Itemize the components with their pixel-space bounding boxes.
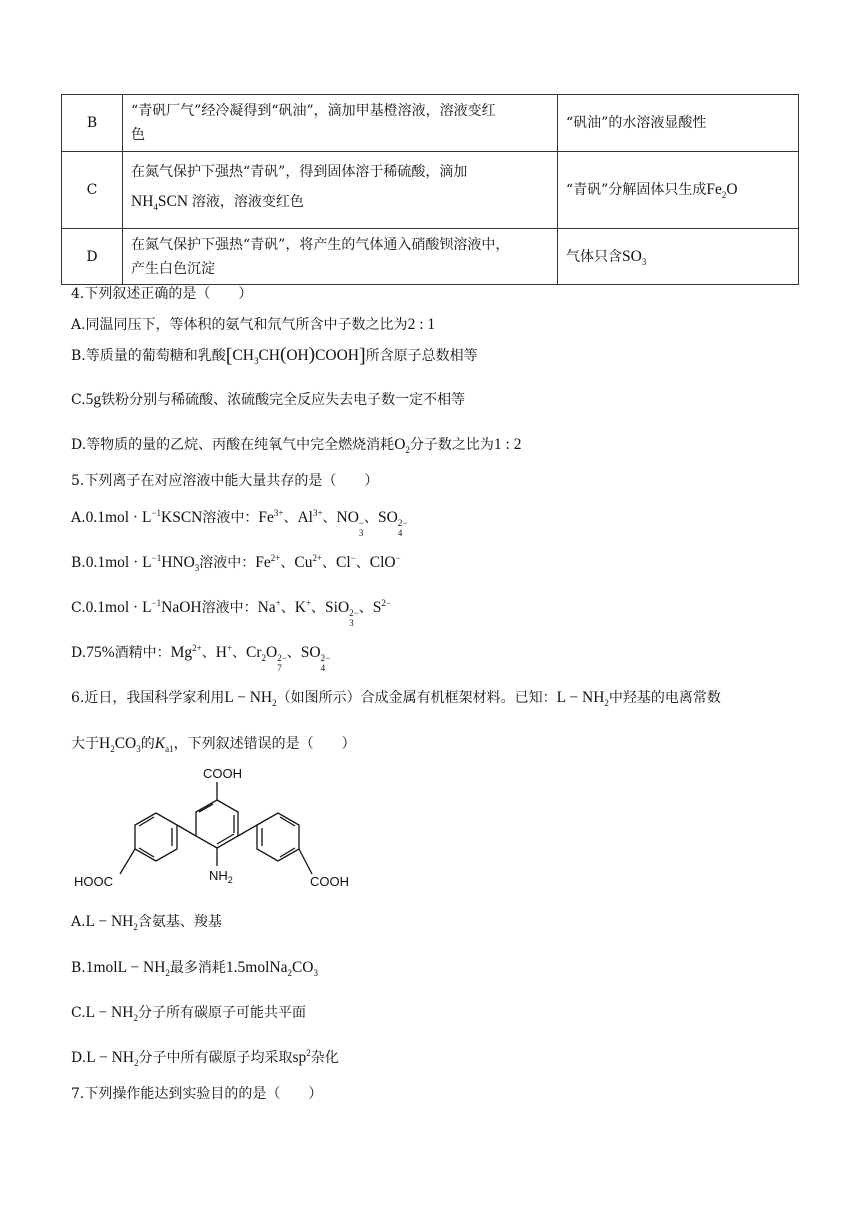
formula: $sp^2$ [292, 1047, 311, 1066]
option-text: 分子所有碳原子可能共平面 [137, 1005, 306, 1021]
question-5-option-c: $C.0.1mol \cdot L^{-1}NaOH$溶液中：Na+、K+、SiO 2− 3 、$S^{2-}$ [71, 597, 391, 628]
ion-list: $Fe^{3+}$ [258, 507, 284, 526]
formula: O [726, 181, 738, 198]
option-text: 酒精中： [114, 645, 171, 661]
option-text: 所含原子总数相等 [365, 348, 478, 364]
question-4-option-d [71, 434, 521, 454]
option-prefix: C. [71, 392, 86, 408]
stem-text: 大于 [71, 736, 99, 752]
option-text: 分子中所有碳原子均采取 [138, 1050, 293, 1066]
formula: SCN [157, 193, 189, 210]
option-text: 溶液中： [199, 555, 256, 571]
experiment-table [61, 94, 799, 285]
left-benzene-ring [135, 813, 177, 861]
stem-text: 6.近日，我国科学家利用 [71, 690, 225, 706]
formula: NH [131, 193, 154, 210]
subscript: 4 [153, 202, 158, 213]
option-text: 溶液中： [201, 600, 258, 616]
subscript: 2 [721, 190, 727, 201]
question-6-option-d [71, 1047, 339, 1067]
hooc-label-left: HOOC [74, 874, 113, 889]
option-text: 含氨基、羧基 [137, 914, 222, 930]
nh2-label: $NH_2$ [209, 868, 233, 885]
question-6-stem-line1 [71, 687, 721, 707]
formula: 5g [85, 391, 102, 408]
question-6-option-a [71, 911, 222, 931]
stem-text: 的 [140, 736, 155, 752]
operation-cell [123, 152, 558, 229]
formula: 2 : 1 [407, 316, 436, 333]
formula: $L - NH_2$ [85, 1004, 138, 1024]
formula: $K_{a1}$ [154, 735, 174, 755]
option-prefix: A. [71, 914, 86, 930]
operation-text: 溶液，溶液变红色 [191, 194, 304, 210]
option-text: D.等物质的量的乙烷、丙酸在纯氧气中完全燃烧消耗 [71, 437, 395, 453]
operation-cell [123, 95, 558, 152]
question-4-option-c [71, 389, 465, 409]
option-prefix: C. [71, 600, 86, 616]
conclusion-cell: “矾油”的水溶液显酸性 [558, 95, 799, 152]
question-6-option-b [71, 957, 318, 977]
formula: $0.1mol \cdot L^{-1}KSCN$ [85, 507, 203, 526]
question-7-stem: 7.下列操作能达到实验目的的是（ ） [71, 1086, 323, 1102]
question-4-option-b [71, 344, 478, 368]
formula: $L - NH_2$ [86, 1049, 139, 1069]
formula: $1.5molNa_2CO_3$ [225, 959, 319, 979]
subscript: 3 [641, 256, 647, 267]
option-text: 最多消耗 [169, 960, 226, 976]
formula: $O_2$ [394, 436, 410, 456]
option-text: 铁粉分别与稀硫酸、浓硫酸完全反应失去电子数一定不相等 [101, 392, 466, 408]
operation-text: “青矾厂气”经冷凝得到“矾油”，滴加甲基橙溶液，溶液变红 [131, 103, 496, 119]
question-5-stem: 5.下列离子在对应溶液中能大量共存的是（ ） [71, 473, 379, 489]
right-benzene-ring [257, 813, 299, 861]
option-text: B.等质量的葡萄糖和乳酸 [71, 348, 226, 364]
operation-text: 在氮气保护下强热“青矾”，将产生的气体通入硝酸钡溶液中， [131, 236, 510, 253]
formula: 1molL − $NH_2$ [85, 959, 170, 979]
question-4-stem: 4.下列叙述正确的是（ ） [71, 286, 253, 302]
formula: Fe [706, 181, 722, 198]
stem-text: ，下列叙述错误的是（ ） [173, 736, 356, 752]
operation-text: 产生白色沉淀 [131, 260, 215, 277]
formula: $L - NH_2$ [224, 689, 277, 709]
formula: $L - NH_2$ [556, 689, 609, 709]
table-row [62, 95, 799, 152]
bracket-right: ] [358, 345, 366, 367]
formula: $L - NH_2$ [85, 913, 138, 933]
formula: $H_2CO_3$ [99, 735, 141, 755]
table-row [62, 152, 799, 229]
bracket-left: [ [225, 345, 233, 367]
cooh-label-right: COOH [310, 874, 349, 889]
conclusion-cell [558, 152, 799, 229]
question-6-option-c [71, 1002, 306, 1022]
row-label: C [62, 152, 123, 229]
option-text: 分子数之比为 [409, 437, 494, 453]
ion-list: Na+ [257, 597, 281, 616]
ion-list: $Fe^{2+}$ [255, 552, 281, 571]
formula: $0.1mol \cdot L^{-1}NaOH$ [85, 597, 202, 616]
ion-list: $Mg^{2+}$ [170, 642, 202, 661]
cooh-label-top: COOH [203, 766, 242, 781]
formula: SO [622, 247, 642, 265]
row-label: D [62, 229, 123, 285]
option-prefix: C. [71, 1005, 86, 1021]
row-label: B [62, 95, 123, 152]
table-row [62, 229, 799, 285]
stem-text: 中羟基的电离常数 [608, 690, 721, 706]
question-6-stem-line2 [71, 733, 356, 753]
option-text: 杂化 [310, 1050, 339, 1066]
conclusion-text: “青矾”分解固体只生成 [566, 182, 707, 198]
option-prefix: B. [71, 555, 86, 571]
operation-text: 在氮气保护下强热“青矾”，得到固体溶于稀硫酸，滴加 [131, 164, 468, 180]
option-prefix: A. [71, 510, 86, 526]
molecule-structure-diagram [72, 762, 372, 892]
option-text: 溶液中： [202, 510, 259, 526]
formula: $CH_3CH(OH)COOH$ [232, 344, 359, 367]
conclusion-text: 气体只含 [566, 248, 622, 265]
operation-text: 色 [131, 127, 145, 143]
formula: 1 : 2 [493, 436, 522, 453]
option-prefix: D. [71, 645, 87, 661]
central-benzene-ring [196, 800, 238, 848]
operation-cell [123, 229, 558, 285]
formula: $0.1mol \cdot L^{-1}HNO_3$ [85, 552, 200, 574]
conclusion-cell [558, 229, 799, 285]
question-5-option-d: D.75%酒精中：$Mg^{2+}$、H+、$Cr_2O$ 2− 7 、SO 2− 4 [71, 642, 331, 673]
stem-text: （如图所示）合成金属有机框架材料。已知： [276, 690, 557, 706]
option-prefix: B. [71, 960, 86, 976]
formula: 75% [86, 644, 115, 661]
option-text: A.同温同压下，等体积的氨气和氘气所含中子数之比为 [71, 317, 408, 333]
question-5-option-b: $B.0.1mol \cdot L^{-1}HNO_3$溶液中：$Fe^{2+}$、$Cu^{2+}$、Cl−、ClO− [71, 552, 401, 574]
question-5-option-a: $A.0.1mol \cdot L^{-1}KSCN$溶液中：$Fe^{3+}$、$Al^{3+}$、NO − 3 、SO 2− 4 [71, 507, 408, 538]
question-4-option-a [71, 314, 435, 334]
option-prefix: D. [71, 1050, 87, 1066]
